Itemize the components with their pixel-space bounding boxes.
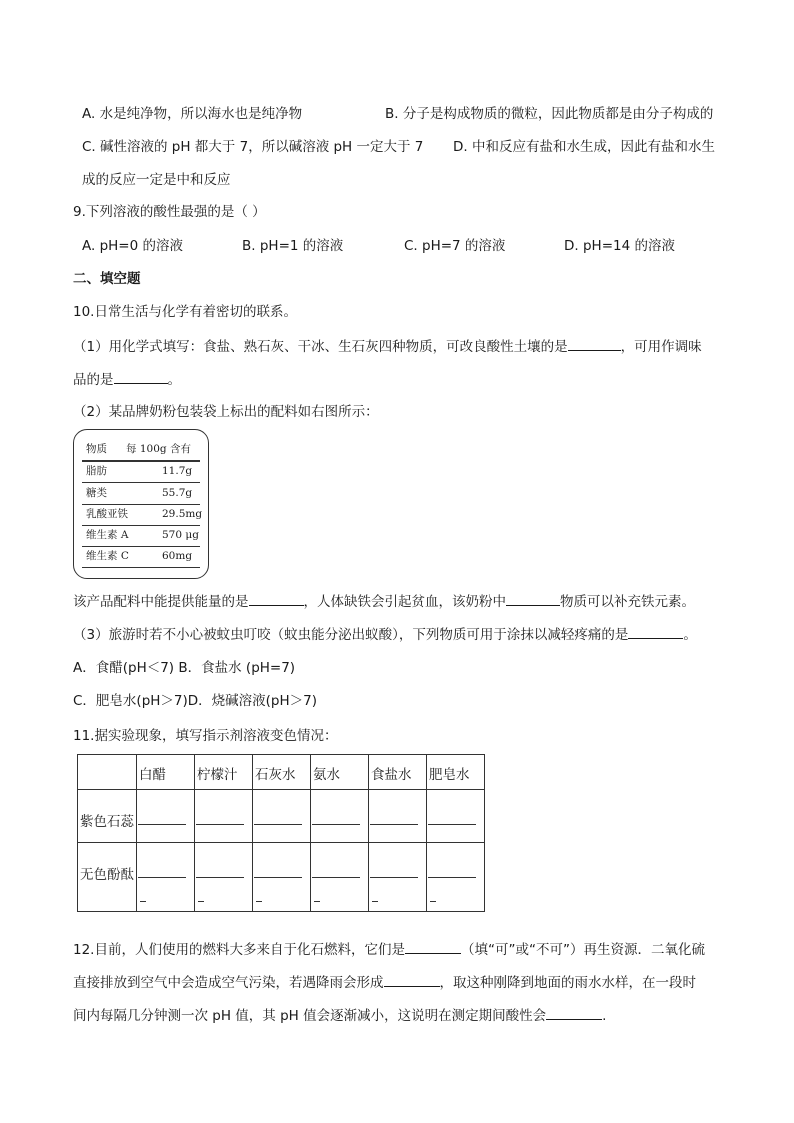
q12-text-e: 间内每隔几分钟测一次 pH 值，其 pH 值会逐渐减小，这说明在测定期间酸性会: [73, 1008, 547, 1024]
table-header-row: [78, 755, 485, 790]
column-header: 食盐水: [371, 767, 412, 783]
nutrition-label: [73, 429, 209, 579]
q10-part1-line1: [73, 337, 702, 356]
nutrition-item-name: 乳酸亚铁: [86, 508, 128, 520]
answer-cell[interactable]: [137, 843, 195, 912]
q10-part1-text-d: 。: [167, 372, 181, 388]
q12-text-d: ，取这种刚降到地面的雨水水样，在一段时: [439, 975, 696, 991]
column-header: 肥皂水: [429, 767, 470, 783]
answer-cell[interactable]: [427, 843, 485, 912]
nutrition-item-name: 维生素 A: [86, 529, 129, 541]
q9-stem: 9.下列溶液的酸性最强的是（ ）: [73, 204, 266, 220]
q10-part2: （2）某品牌奶粉包装袋上标出的配料如右图所示：: [73, 404, 379, 420]
q12-line3: [73, 1006, 606, 1025]
q10-part3-text-b: 。: [683, 627, 697, 643]
nutrition-item-value: 55.7g: [162, 487, 193, 499]
table-row: [78, 843, 485, 912]
answer-cell[interactable]: [427, 790, 485, 843]
q10-part1-text-b: ，可用作调味: [620, 339, 702, 355]
q8-option-a: A. 水是纯净物，所以海水也是纯净物: [82, 106, 303, 122]
nutrition-item-value: 11.7g: [162, 465, 193, 477]
answer-blank[interactable]: [568, 337, 621, 351]
q10-part1-text-a: （1）用化学式填写：食盐、熟石灰、干冰、生石灰四种物质，可改良酸性土壤的是: [73, 339, 568, 355]
nutrition-item-value: 570 μg: [162, 529, 199, 541]
indicator-table: [77, 754, 485, 912]
answer-cell[interactable]: [369, 843, 427, 912]
nutrition-header: [82, 441, 200, 458]
q10-part2-text-b: ，人体缺铁会引起贫血，该奶粉中: [303, 594, 506, 610]
answer-cell[interactable]: [311, 843, 369, 912]
nutrition-rule: [82, 546, 200, 547]
q10-part3-text-a: （3）旅游时若不小心被蚊虫叮咬（蚊虫能分泌出蚁酸），下列物质可用于涂抹以减轻疼痛的是: [73, 627, 629, 643]
q9-option-d: D. pH=14 的溶液: [564, 238, 675, 254]
table-corner-cell: [78, 755, 137, 790]
q11-stem: 11.据实验现象，填写指示剂溶液变色情况：: [73, 728, 338, 744]
nutrition-item-name: 糖类: [86, 487, 107, 499]
q9-option-b: B. pH=1 的溶液: [242, 238, 344, 254]
q8-option-b: B. 分子是构成物质的微粒，因此物质都是由分子构成的: [385, 106, 714, 122]
q10-part1-text-c: 品的是: [73, 372, 114, 388]
q10-part2-question: [73, 592, 695, 611]
row-header-cell: [78, 790, 137, 843]
nutrition-row: [82, 527, 200, 544]
answer-cell[interactable]: [195, 843, 253, 912]
nutrition-item-name: 维生素 C: [86, 550, 129, 562]
q8-option-d-line2: 成的反应一定是中和反应: [82, 172, 231, 188]
answer-blank[interactable]: [405, 940, 461, 954]
answer-cell[interactable]: [137, 790, 195, 843]
q12-text-b: （填“可”或“不可”）再生资源．二氧化硫: [460, 942, 705, 958]
q10-options-ab: A．食醋(pH＜7) B．食盐水 (pH=7): [73, 660, 296, 676]
answer-blank[interactable]: [114, 370, 168, 384]
row-label: 紫色石蕊: [80, 814, 134, 830]
answer-cell[interactable]: [369, 790, 427, 843]
answer-blank[interactable]: [506, 592, 560, 606]
answer-blank[interactable]: [384, 973, 440, 987]
table-header-cell: [369, 755, 427, 790]
table-header-cell: [195, 755, 253, 790]
nutrition-header-value: 每 100g 含有: [126, 443, 191, 455]
answer-cell[interactable]: [253, 843, 311, 912]
answer-cell[interactable]: [253, 790, 311, 843]
nutrition-rule: [82, 460, 200, 462]
section-heading: 二、填空题: [73, 271, 141, 287]
nutrition-rule: [82, 567, 200, 568]
q10-part3: [73, 625, 697, 644]
q8-option-c: C. 碱性溶液的 pH 都大于 7，所以碱溶液 pH 一定大于 7: [82, 139, 424, 155]
nutrition-row: [82, 506, 203, 523]
nutrition-item-value: 60mg: [162, 550, 193, 562]
q12-text-a: 12.目前，人们使用的燃料大多来自于化石燃料，它们是: [73, 942, 405, 958]
row-label: 无色酚酞: [80, 867, 134, 883]
nutrition-item-value: 29.5mg: [162, 508, 203, 520]
q10-part2-text-a: 该产品配料中能提供能量的是: [73, 594, 249, 610]
nutrition-rule: [82, 504, 200, 505]
column-header: 氨水: [313, 767, 340, 783]
column-header: 石灰水: [255, 767, 296, 783]
nutrition-rule: [82, 482, 200, 483]
nutrition-item-name: 脂肪: [86, 465, 107, 477]
column-header: 白醋: [139, 767, 166, 783]
answer-blank[interactable]: [546, 1006, 602, 1020]
q9-option-a: A. pH=0 的溶液: [82, 238, 183, 254]
q12-text-f: .: [602, 1008, 607, 1024]
q12-line1: [73, 940, 705, 959]
q10-options-cd: C．肥皂水(pH＞7)D．烧碱溶液(pH＞7): [73, 693, 318, 709]
column-header: 柠檬汁: [197, 767, 238, 783]
q10-part2-text-c: 物质可以补充铁元素。: [560, 594, 695, 610]
q10-part1-line2: [73, 370, 181, 389]
answer-cell[interactable]: [195, 790, 253, 843]
q12-line2: [73, 973, 696, 992]
nutrition-row: [82, 548, 200, 565]
table-header-cell: [253, 755, 311, 790]
table-header-cell: [137, 755, 195, 790]
q8-option-d-line1: D. 中和反应有盐和水生成，因此有盐和水生: [453, 139, 715, 155]
table-header-cell: [427, 755, 485, 790]
nutrition-header-name: 物质: [86, 443, 107, 455]
row-header-cell: [78, 843, 137, 912]
nutrition-row: [82, 485, 200, 502]
q9-option-c: C. pH=7 的溶液: [404, 238, 506, 254]
answer-blank[interactable]: [628, 625, 683, 639]
answer-blank[interactable]: [249, 592, 304, 606]
table-row: [78, 790, 485, 843]
q10-stem: 10.日常生活与化学有着密切的联系。: [73, 304, 297, 320]
q12-text-c: 直接排放到空气中会造成空气污染，若遇降雨会形成: [73, 975, 384, 991]
answer-cell[interactable]: [311, 790, 369, 843]
nutrition-rule: [82, 525, 200, 526]
table-header-cell: [311, 755, 369, 790]
nutrition-row: [82, 463, 200, 480]
